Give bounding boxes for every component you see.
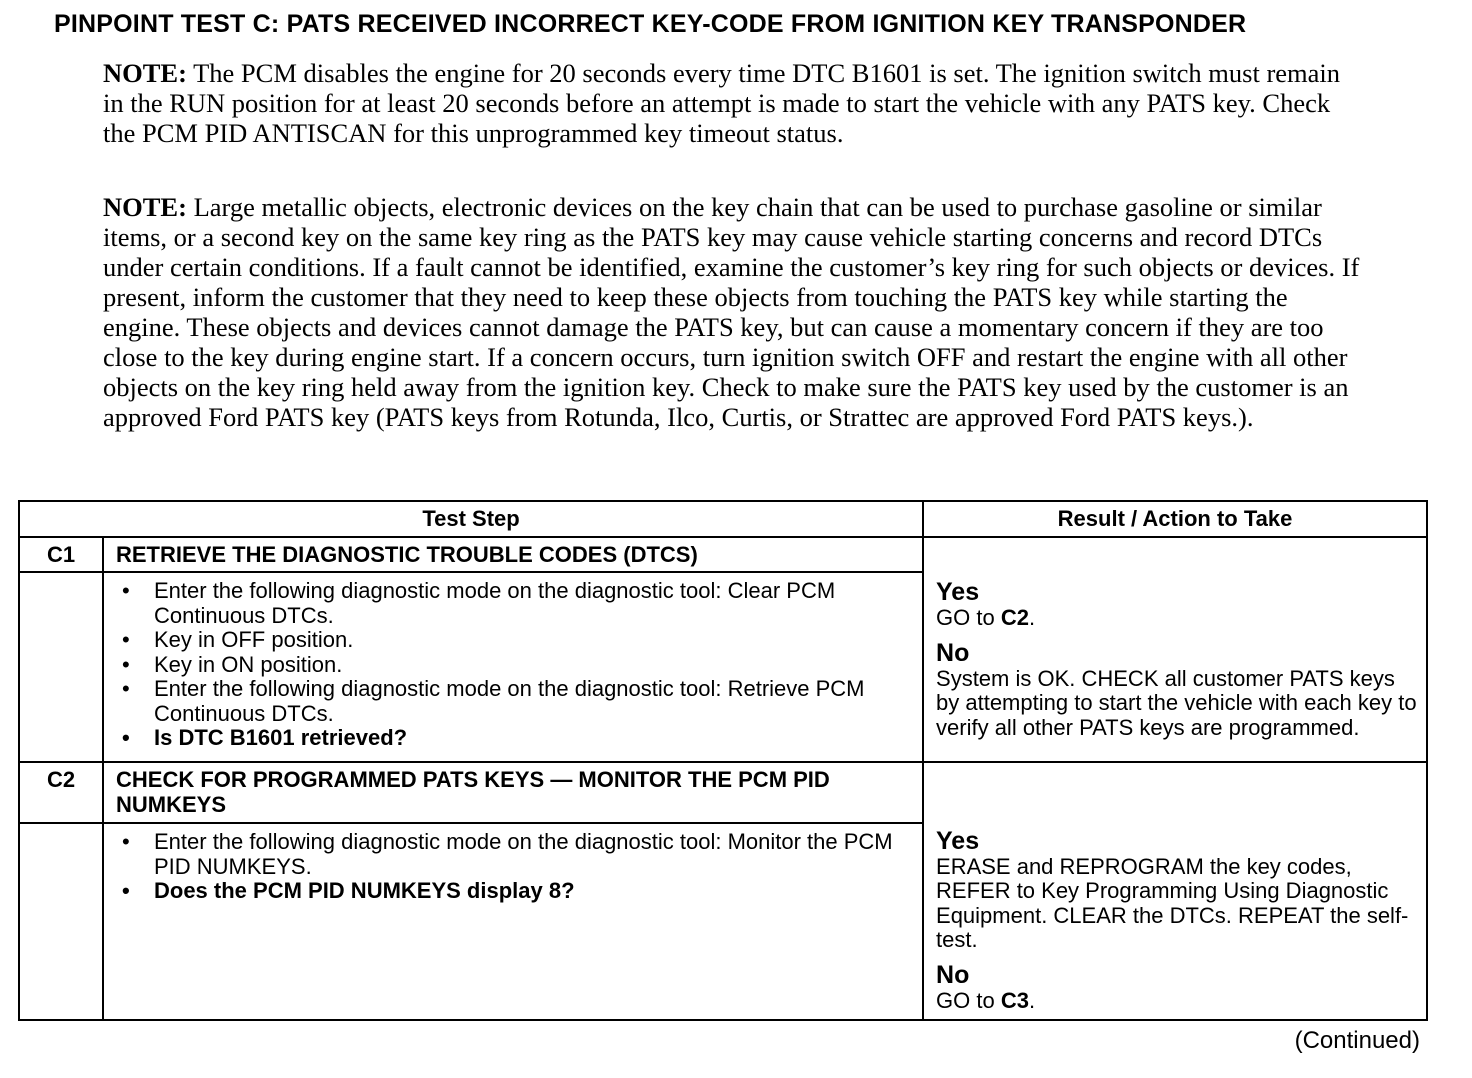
- result-yes-label: Yes: [936, 826, 980, 855]
- step-bullet: • Key in ON position.: [154, 653, 914, 678]
- step-instructions: [103, 823, 923, 1020]
- result-yes-text: GO to C2.: [936, 605, 1036, 630]
- note-label: NOTE:: [103, 192, 187, 222]
- continued-label: (Continued): [1294, 1027, 1420, 1054]
- step-bullet: • Enter the following diagnostic mode on the diagnostic tool: Monitor the PCM PID NUMKEYS.: [154, 830, 914, 879]
- step-c1-result: [923, 537, 1427, 762]
- note-text: The PCM disables the engine for 20 seconds every time DTC B1601 is set. The ignition switch must remain in the RUN position for at least 20 seconds before an attempt is made to start the vehicle with any PATS key. Check the PCM PID ANTISCAN for this unprogrammed key timeout status.: [103, 58, 1341, 148]
- step-c2-result: [923, 762, 1427, 1021]
- note-engine-disable: [103, 58, 1363, 148]
- step-id-spacer: [19, 823, 103, 1020]
- step-heading: CHECK FOR PROGRAMMED PATS KEYS — MONITOR THE PCM PID NUMKEYS: [103, 762, 923, 824]
- result-no-text: GO to C3.: [936, 987, 1036, 1013]
- step-question: • Is DTC B1601 retrieved?: [154, 726, 914, 751]
- step-bullet: • Enter the following diagnostic mode on the diagnostic tool: Clear PCM Continuous DTCs.: [154, 579, 914, 628]
- page-title: PINPOINT TEST C: PATS RECEIVED INCORRECT KEY-CODE FROM IGNITION KEY TRANSPONDER: [54, 10, 1247, 38]
- step-bullet: • Key in OFF position.: [154, 628, 914, 653]
- table-header-row: [19, 501, 1427, 537]
- step-id: C2: [19, 762, 103, 824]
- header-test-step: Test Step: [19, 501, 923, 537]
- header-result-action: Result / Action to Take: [923, 501, 1427, 537]
- step-c2-heading-row: [19, 762, 1427, 824]
- step-heading: RETRIEVE THE DIAGNOSTIC TROUBLE CODES (DTCS): [103, 537, 923, 572]
- note-text: Large metallic objects, electronic devices on the key chain that can be used to purchase gasoline or similar items, or a second key on the same key ring as the PATS key may cause vehicle starting concerns and record DTCs under certain conditions. If a fault cannot be identified, examine the customer’s key ring for such objects or devices. If present, inform the customer that they need to keep these objects from touching the PATS key while starting the engine. These objects and devices cannot damage the PATS key, but can cause a momentary concern if they are too close to the key during engine start. If a concern occurs, turn ignition switch OFF and restart the engine with all other objects on the key ring held away from the ignition key. Check to make sure the PATS key used by the customer is an approved Ford PATS key (PATS keys from Rotunda, Ilco, Curtis, or Strattec are approved Ford PATS keys.).: [103, 192, 1360, 432]
- result-no-label: No: [936, 638, 970, 667]
- step-bullet: • Enter the following diagnostic mode on the diagnostic tool: Retrieve PCM Continuous DTCs.: [154, 677, 914, 726]
- result-no-label: No: [936, 960, 970, 989]
- test-steps-table: [18, 500, 1428, 1021]
- note-key-ring-objects: [103, 192, 1363, 432]
- step-id-spacer: [19, 572, 103, 762]
- result-yes-text: ERASE and REPROGRAM the key codes, REFER to Key Programming Using Diagnostic Equipment. CLEAR the DTCs. REPEAT the self-test.: [936, 853, 1409, 952]
- step-c1-heading-row: [19, 537, 1427, 572]
- step-question: • Does the PCM PID NUMKEYS display 8?: [154, 879, 914, 904]
- result-no-text: System is OK. CHECK all customer PATS keys by attempting to start the vehicle with each key to verify all other PATS keys are programmed.: [936, 665, 1417, 740]
- step-instructions: [103, 572, 923, 762]
- note-label: NOTE:: [103, 58, 187, 88]
- step-id: C1: [19, 537, 103, 572]
- result-yes-label: Yes: [936, 578, 980, 606]
